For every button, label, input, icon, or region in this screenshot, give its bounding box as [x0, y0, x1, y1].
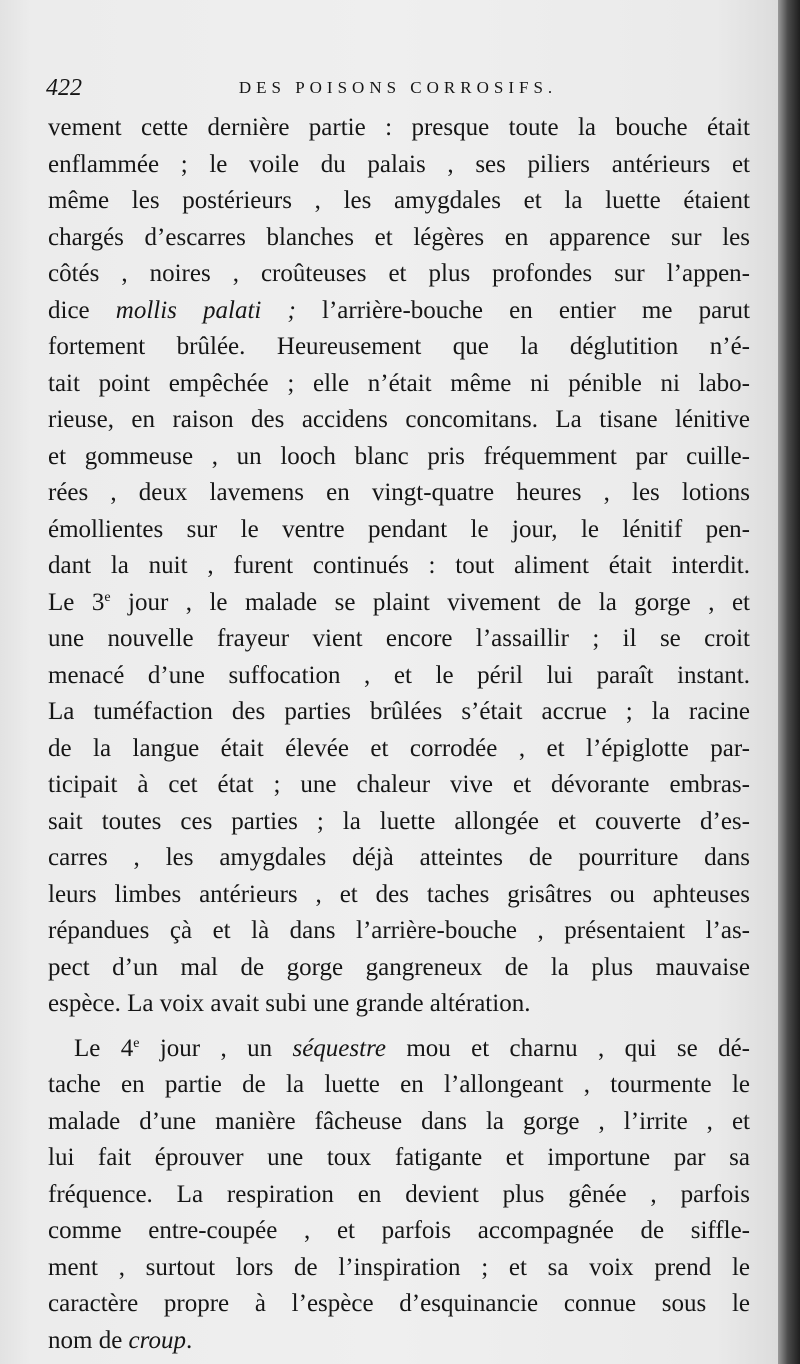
- text-line: répandues çà et là dans l’arrière-bouche , présentaient l’as-: [48, 917, 750, 944]
- text-run: mou et charnu , qui se dé-: [385, 1034, 750, 1062]
- book-spine-shadow: [778, 0, 800, 1364]
- text-line: et gommeuse , un looch blanc pris fréquemment par cuille-: [48, 442, 750, 470]
- text-line: rées , deux lavemens en vingt-quatre heures , les lotions: [48, 479, 750, 506]
- text-line: côtés , noires , croûteuses et plus profondes sur l’appen-: [48, 260, 750, 287]
- text-line: caractère propre à l’espèce d’esquinancie connue sous le: [48, 1290, 750, 1317]
- text-run: l’arrière-bouche en entier me parut: [295, 296, 750, 324]
- running-title: DES POISONS CORROSIFS.: [238, 78, 558, 97]
- ordinal-superscript: e: [104, 589, 111, 605]
- text-run: .: [185, 1326, 193, 1354]
- text-line: espèce. La voix avait subi une grande altération.: [48, 990, 531, 1017]
- text-line: même les postérieurs , les amygdales et la luette étaient: [48, 187, 750, 214]
- text-line: enflammée ; le voile du palais , ses piliers antérieurs et: [48, 150, 750, 178]
- page-number: 422: [46, 75, 82, 101]
- text-run: nom de: [48, 1326, 129, 1354]
- text-run: dice: [48, 296, 116, 324]
- italic-term: mollis palati ;: [115, 296, 296, 324]
- text-line: émollientes sur le ventre pendant le jour, le lénitif pen-: [48, 515, 750, 543]
- text-line: leurs limbes antérieurs , et des taches grisâtres ou aphteuses: [48, 880, 750, 908]
- text-line: sait toutes ces parties ; la luette allongée et couverte d’es-: [48, 807, 750, 835]
- text-line: tait point empêchée ; elle n’était même ni pénible ni labo-: [48, 369, 750, 397]
- text-run: jour , un: [139, 1034, 293, 1062]
- text-line: chargés d’escarres blanches et légères en apparence sur les: [48, 223, 750, 251]
- text-line: ment , surtout lors de l’inspiration ; et sa voix prend le: [48, 1253, 750, 1281]
- ordinal-superscript: e: [133, 1035, 140, 1051]
- text-run: Le 3: [48, 588, 105, 616]
- text-run: jour , le malade se plaint vivement de la gorge , et: [110, 588, 750, 616]
- text-line: de la langue était élevée et corrodée , et l’épiglotte par-: [48, 734, 750, 762]
- paragraph-2: [48, 1031, 750, 1360]
- paragraph-gap: [48, 1023, 750, 1031]
- text-line: malade d’une manière fâcheuse dans la gorge , l’irrite , et: [48, 1107, 750, 1135]
- paragraph-1: [48, 110, 750, 1023]
- text-line: dant la nuit , furent continués : tout aliment était interdit.: [48, 552, 750, 579]
- italic-term: séquestre: [292, 1034, 386, 1062]
- text-line: tache en partie de la luette en l’allongeant , tourmente le: [48, 1071, 750, 1098]
- body-text: [48, 110, 750, 1359]
- text-line: rieuse, en raison des accidens concomitans. La tisane lénitive: [48, 406, 750, 433]
- text-line: fréquence. La respiration en devient plus gênée , parfois: [48, 1180, 750, 1208]
- text-line: [48, 585, 750, 622]
- italic-term: croup: [128, 1326, 186, 1354]
- text-line: comme entre-coupée , et parfois accompagnée de siffle-: [48, 1217, 750, 1244]
- text-line: vement cette dernière partie : presque toute la bouche était: [48, 114, 750, 141]
- running-head: [46, 72, 750, 104]
- text-line: lui fait éprouver une toux fatigante et importune par sa: [48, 1144, 750, 1171]
- text-line: une nouvelle frayeur vient encore l’assaillir ; il se croit: [48, 625, 750, 652]
- text-line: [48, 293, 750, 330]
- text-line: [48, 1323, 750, 1360]
- text-line: fortement brûlée. Heureusement que la déglutition n’é-: [48, 333, 750, 360]
- text-line: pect d’un mal de gorge gangreneux de la plus mauvaise: [48, 953, 750, 981]
- text-line: La tuméfaction des parties brûlées s’était accrue ; la racine: [48, 698, 750, 725]
- text-line: [48, 1031, 750, 1068]
- text-line: menacé d’une suffocation , et le péril lui paraît instant.: [48, 661, 750, 689]
- text-line: ticipait à cet état ; une chaleur vive et dévorante embras-: [48, 771, 750, 798]
- text-run: Le 4: [74, 1034, 134, 1062]
- text-line: carres , les amygdales déjà atteintes de pourriture dans: [48, 844, 750, 871]
